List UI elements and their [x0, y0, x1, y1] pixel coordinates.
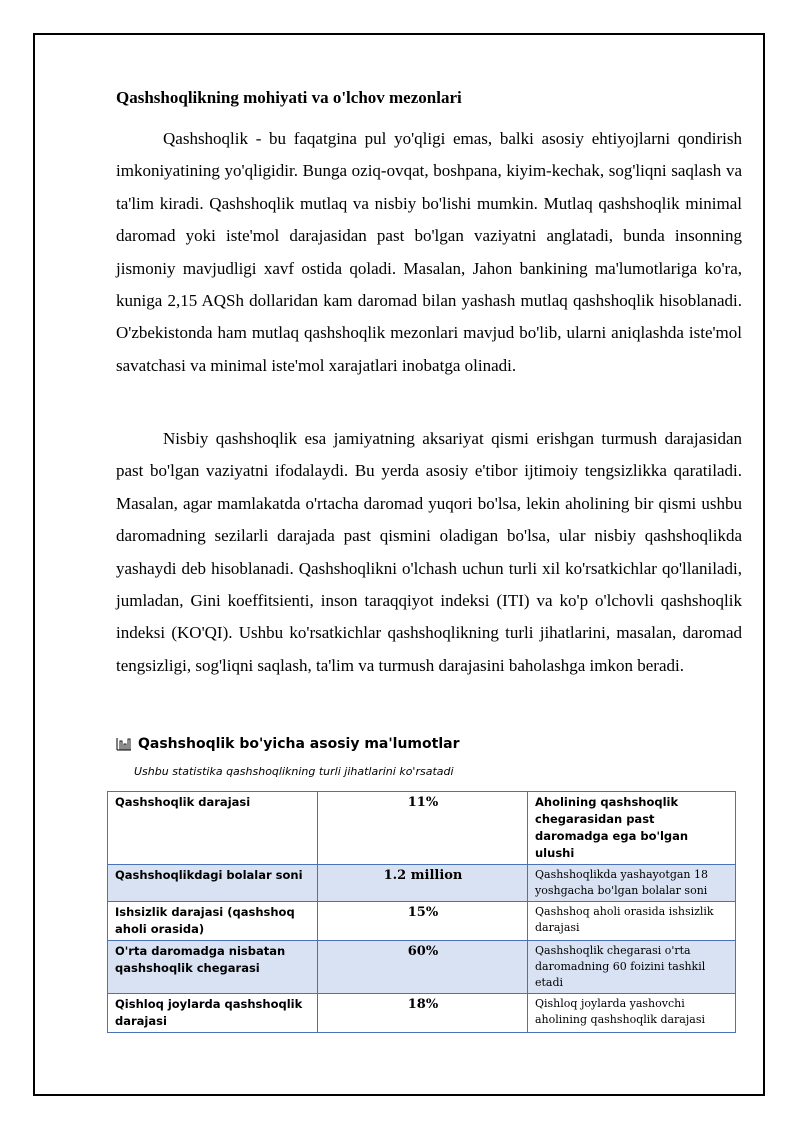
stats-subtitle: Ushbu statistika qashshoqlikning turli jihatlarini ko'rsatadi	[134, 765, 454, 778]
section-heading: Qashshoqlikning mohiyati va o'lchov mezonlari	[116, 88, 462, 107]
row-description: Qashshoqlikda yashayotgan 18 yoshgacha bo'lgan bolalar soni	[528, 865, 736, 902]
table-row	[108, 941, 736, 994]
stats-title	[116, 736, 742, 752]
row-label: Qishloq joylarda qashshoqlik darajasi	[108, 994, 318, 1033]
row-value: 18%	[318, 994, 528, 1033]
stats-title-text: Qashshoqlik bo'yicha asosiy ma'lumotlar	[138, 736, 460, 752]
table-row	[108, 994, 736, 1033]
row-value: 11%	[318, 792, 528, 865]
table-row	[108, 902, 736, 941]
row-description: Qashshoq aholi orasida ishsizlik darajasi	[528, 902, 736, 941]
row-label: O'rta daromadga nisbatan qashshoqlik chegarasi	[108, 941, 318, 994]
row-label: Qashshoqlik darajasi	[108, 792, 318, 865]
row-value: 15%	[318, 902, 528, 941]
stats-table	[107, 791, 736, 1033]
row-value: 60%	[318, 941, 528, 994]
row-label: Ishsizlik darajasi (qashshoq aholi orasida)	[108, 902, 318, 941]
row-value: 1.2 million	[318, 865, 528, 902]
paragraph-relative-poverty: Nisbiy qashshoqlik esa jamiyatning aksariyat qismi erishgan turmush darajasidan past bo'lgan vaziyatni ifodalaydi. Bu yerda asosiy e'tibor ijtimoiy tengsizlikka qaratiladi. Masalan, agar mamlakatda o'rtacha daromad yuqori bo'lsa, lekin aholining bir qismi ushbu daromadning sezilarli darajada past qismini oladigan bo'lsa, ular nisbiy qashshoqlikda yashaydi deb hisoblanadi. Qashshoqlikni o'lchash uchun turli xil ko'rsatkichlar qo'llaniladi, jumladan, Gini koeffitsienti, inson taraqqiyot indeksi (ITI) va ko'p o'lchovli qashshoqlik indeksi (KO'QI). Ushbu ko'rsatkichlar qashshoqlikning turli jihatlarini, masalan, daromad tengsizligi, sog'liqni saqlash, ta'lim va turmush darajasini baholashga imkon beradi.	[116, 429, 742, 675]
table-row	[108, 792, 736, 865]
bar-chart-icon	[116, 737, 132, 751]
row-description: Aholining qashshoqlik chegarasidan past daromadga ega bo'lgan ulushi	[528, 792, 736, 865]
paragraph-absolute-poverty: Qashshoqlik - bu faqatgina pul yo'qligi emas, balki asosiy ehtiyojlarni qondirish imkoniyatining yo'qligidir. Bunga oziq-ovqat, boshpana, kiyim-kechak, sog'liqni saqlash va ta'lim kiradi. Qashshoqlik mutlaq va nisbiy bo'lishi mumkin. Mutlaq qashshoqlik minimal daromad yoki iste'mol darajasidan past bo'lgan vaziyatni anglatadi, bunda insonning jismoniy mavjudligi xavf ostida qoladi. Masalan, Jahon bankining ma'lumotlariga ko'ra, kuniga 2,15 AQSh dollaridan kam daromad bilan yashash mutlaq qashshoqlik hisoblanadi. O'zbekistonda ham mutlaq qashshoqlik mezonlari mavjud bo'lib, ularni aniqlashda iste'mol savatchasi va minimal iste'mol xarajatlari inobatga olinadi.	[116, 129, 742, 375]
row-label: Qashshoqlikdagi bolalar soni	[108, 865, 318, 902]
row-description: Qishloq joylarda yashovchi aholining qashshoqlik darajasi	[528, 994, 736, 1033]
table-row	[108, 865, 736, 902]
row-description: Qashshoqlik chegarasi o'rta daromadning 60 foizini tashkil etadi	[528, 941, 736, 994]
